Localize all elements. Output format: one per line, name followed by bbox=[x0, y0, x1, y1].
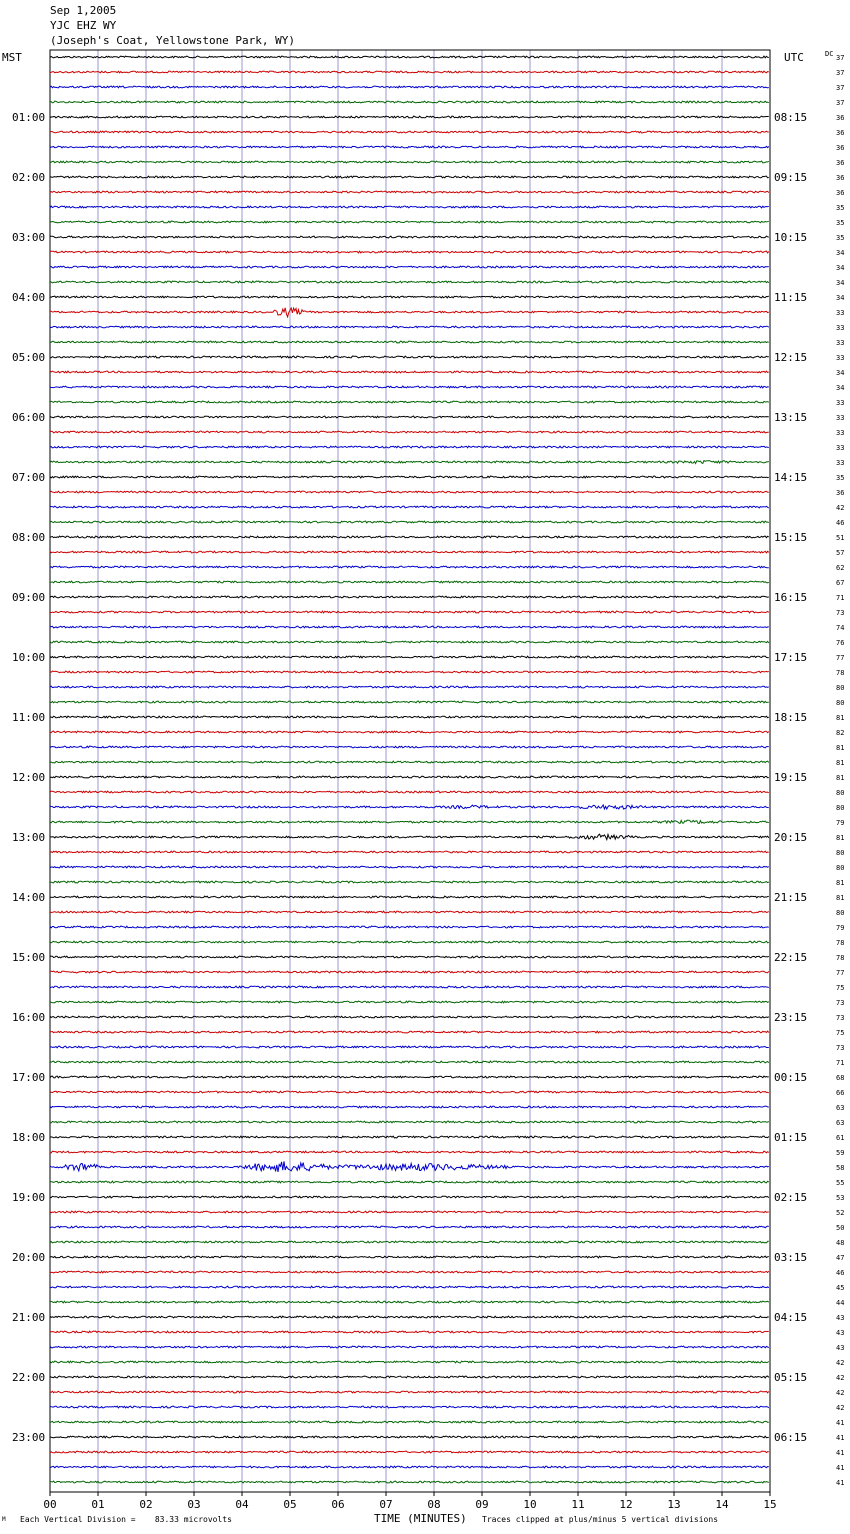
trace-row bbox=[50, 1421, 769, 1423]
trace-row bbox=[50, 416, 769, 418]
right-time-label: 10:15 bbox=[774, 231, 808, 244]
x-tick-label: 10 bbox=[523, 1498, 537, 1511]
dc-offset-label: 75 bbox=[836, 1029, 845, 1037]
x-tick-label: 09 bbox=[475, 1498, 489, 1511]
dc-offset-label: 36 bbox=[836, 114, 845, 122]
trace-row bbox=[50, 131, 769, 133]
trace-row bbox=[50, 896, 769, 898]
trace-row bbox=[50, 1346, 769, 1348]
dc-offset-label: 78 bbox=[836, 669, 845, 677]
trace-row bbox=[50, 326, 769, 328]
right-time-label: 12:15 bbox=[774, 351, 808, 364]
trace-row bbox=[50, 656, 769, 658]
left-time-label: 07:00 bbox=[12, 471, 46, 484]
dc-offset-label: 33 bbox=[836, 324, 845, 332]
dc-offset-label: 55 bbox=[836, 1179, 845, 1187]
dc-offset-label: 42 bbox=[836, 1374, 845, 1382]
dc-offset-label: 37 bbox=[836, 99, 845, 107]
dc-offset-label: 41 bbox=[836, 1419, 845, 1427]
dc-offset-label: 34 bbox=[836, 384, 845, 392]
left-time-label: 19:00 bbox=[12, 1191, 46, 1204]
dc-offset-label: 58 bbox=[836, 1164, 845, 1172]
trace-row bbox=[50, 161, 769, 163]
dc-offset-label: 36 bbox=[836, 144, 845, 152]
x-tick-label: 11 bbox=[571, 1498, 585, 1511]
x-tick-label: 00 bbox=[43, 1498, 57, 1511]
trace-row bbox=[50, 371, 769, 373]
dc-offset-label: 63 bbox=[836, 1104, 845, 1112]
trace-row bbox=[50, 851, 769, 853]
dc-label: DC bbox=[825, 50, 834, 58]
trace-row bbox=[50, 1481, 769, 1483]
trace-row bbox=[50, 820, 769, 823]
trace-row bbox=[50, 491, 769, 493]
trace-row bbox=[50, 1466, 769, 1468]
dc-offset-label: 53 bbox=[836, 1194, 845, 1202]
dc-offset-label: 37 bbox=[836, 69, 845, 77]
trace-row bbox=[50, 1046, 769, 1048]
dc-offset-label: 43 bbox=[836, 1329, 845, 1337]
dc-offset-label: 75 bbox=[836, 984, 845, 992]
right-time-label: 11:15 bbox=[774, 291, 808, 304]
dc-offset-label: 73 bbox=[836, 1044, 845, 1052]
trace-row bbox=[50, 805, 769, 809]
trace-row bbox=[50, 626, 769, 628]
header-station: YJC EHZ WY bbox=[50, 19, 117, 32]
trace-row bbox=[50, 881, 769, 883]
x-tick-label: 12 bbox=[619, 1498, 633, 1511]
dc-offset-label: 35 bbox=[836, 474, 845, 482]
trace-row bbox=[50, 1091, 769, 1093]
left-time-label: 18:00 bbox=[12, 1131, 46, 1144]
dc-offset-label: 80 bbox=[836, 789, 845, 797]
x-axis-label: TIME (MINUTES) bbox=[374, 1512, 467, 1525]
dc-offset-label: 33 bbox=[836, 459, 845, 467]
trace-row bbox=[50, 56, 769, 58]
trace-row bbox=[50, 1331, 769, 1333]
trace-row bbox=[50, 671, 769, 673]
trace-row bbox=[50, 1106, 769, 1108]
dc-offset-label: 81 bbox=[836, 879, 845, 887]
trace-row bbox=[50, 1241, 769, 1243]
trace-row bbox=[50, 1016, 769, 1018]
left-time-label: 15:00 bbox=[12, 951, 46, 964]
dc-offset-label: 59 bbox=[836, 1149, 845, 1157]
dc-offset-label: 80 bbox=[836, 864, 845, 872]
left-time-label: 22:00 bbox=[12, 1371, 46, 1384]
trace-row bbox=[50, 176, 769, 178]
trace-row bbox=[50, 281, 769, 283]
trace-row bbox=[50, 941, 769, 943]
right-time-label: 08:15 bbox=[774, 111, 808, 124]
dc-offset-label: 79 bbox=[836, 819, 845, 827]
dc-offset-label: 34 bbox=[836, 249, 845, 257]
left-time-label: 10:00 bbox=[12, 651, 46, 664]
left-time-label: 23:00 bbox=[12, 1431, 46, 1444]
x-tick-label: 08 bbox=[427, 1498, 441, 1511]
trace-row bbox=[50, 506, 769, 508]
dc-offset-label: 67 bbox=[836, 579, 845, 587]
left-time-label: 02:00 bbox=[12, 171, 46, 184]
dc-offset-label: 68 bbox=[836, 1074, 845, 1082]
trace-row bbox=[50, 146, 769, 148]
x-tick-label: 04 bbox=[235, 1498, 249, 1511]
x-tick-label: 06 bbox=[331, 1498, 345, 1511]
trace-row bbox=[50, 596, 769, 598]
dc-offset-label: 36 bbox=[836, 489, 845, 497]
dc-offset-label: 36 bbox=[836, 129, 845, 137]
dc-offset-label: 80 bbox=[836, 684, 845, 692]
trace-row bbox=[50, 1196, 769, 1198]
trace-row bbox=[50, 1271, 769, 1273]
trace-row bbox=[50, 746, 769, 748]
trace-row bbox=[50, 386, 769, 388]
right-time-label: 09:15 bbox=[774, 171, 808, 184]
trace-row bbox=[50, 1181, 769, 1183]
right-time-label: 20:15 bbox=[774, 831, 808, 844]
dc-offset-label: 80 bbox=[836, 909, 845, 917]
left-time-label: 11:00 bbox=[12, 711, 46, 724]
right-time-label: 21:15 bbox=[774, 891, 808, 904]
trace-row bbox=[50, 716, 769, 718]
x-tick-label: 02 bbox=[139, 1498, 153, 1511]
dc-offset-label: 34 bbox=[836, 264, 845, 272]
dc-offset-label: 36 bbox=[836, 189, 845, 197]
left-time-label: 04:00 bbox=[12, 291, 46, 304]
trace-row bbox=[50, 266, 769, 268]
trace-row bbox=[50, 1451, 769, 1453]
dc-offset-label: 34 bbox=[836, 294, 845, 302]
trace-row bbox=[50, 1361, 769, 1363]
trace-row bbox=[50, 236, 769, 238]
trace-row bbox=[50, 101, 769, 103]
trace-row bbox=[50, 956, 769, 958]
dc-offset-label: 33 bbox=[836, 354, 845, 362]
x-tick-label: 01 bbox=[91, 1498, 105, 1511]
trace-row bbox=[50, 1301, 769, 1303]
trace-row bbox=[50, 86, 769, 88]
trace-row bbox=[50, 731, 769, 733]
dc-offset-label: 71 bbox=[836, 1059, 845, 1067]
dc-offset-label: 81 bbox=[836, 894, 845, 902]
trace-row bbox=[50, 461, 769, 464]
trace-row bbox=[50, 791, 769, 793]
trace-row bbox=[50, 296, 769, 298]
trace-row bbox=[50, 834, 769, 839]
dc-offset-label: 43 bbox=[836, 1314, 845, 1322]
trace-row bbox=[50, 1391, 769, 1393]
scale-note: Each Vertical Division = 83.33 microvolts bbox=[20, 1515, 232, 1524]
dc-offset-label: 81 bbox=[836, 714, 845, 722]
x-tick-label: 13 bbox=[667, 1498, 681, 1511]
trace-row bbox=[50, 251, 769, 253]
dc-offset-label: 33 bbox=[836, 414, 845, 422]
x-tick-label: 07 bbox=[379, 1498, 393, 1511]
trace-row bbox=[50, 476, 769, 478]
trace-row bbox=[50, 566, 769, 568]
trace-row bbox=[50, 1076, 769, 1078]
left-time-label: 12:00 bbox=[12, 771, 46, 784]
left-time-label: 20:00 bbox=[12, 1251, 46, 1264]
dc-offset-label: 37 bbox=[836, 54, 845, 62]
trace-row bbox=[50, 521, 769, 523]
x-tick-label: 05 bbox=[283, 1498, 297, 1511]
right-time-label: 23:15 bbox=[774, 1011, 808, 1024]
left-time-label: 01:00 bbox=[12, 111, 46, 124]
dc-offset-label: 34 bbox=[836, 369, 845, 377]
trace-row bbox=[50, 1286, 769, 1288]
right-time-label: 04:15 bbox=[774, 1311, 808, 1324]
dc-offset-label: 41 bbox=[836, 1434, 845, 1442]
dc-offset-label: 41 bbox=[836, 1479, 845, 1487]
left-time-label: 21:00 bbox=[12, 1311, 46, 1324]
dc-offset-label: 33 bbox=[836, 429, 845, 437]
trace-row bbox=[50, 761, 769, 763]
dc-offset-label: 47 bbox=[836, 1254, 845, 1262]
dc-offset-label: 71 bbox=[836, 594, 845, 602]
dc-offset-label: 78 bbox=[836, 954, 845, 962]
right-time-label: 00:15 bbox=[774, 1071, 808, 1084]
trace-group bbox=[50, 56, 769, 1483]
trace-row bbox=[50, 1406, 769, 1408]
dc-offset-label: 77 bbox=[836, 969, 845, 977]
trace-row bbox=[50, 986, 769, 988]
dc-offset-label: 80 bbox=[836, 699, 845, 707]
trace-row bbox=[50, 611, 769, 613]
dc-offset-label: 44 bbox=[836, 1299, 845, 1307]
trace-row bbox=[50, 1121, 769, 1123]
left-tz-label: MST bbox=[2, 51, 22, 64]
dc-offset-label: 33 bbox=[836, 444, 845, 452]
dc-offset-label: 82 bbox=[836, 729, 845, 737]
left-time-label: 09:00 bbox=[12, 591, 46, 604]
right-time-label: 15:15 bbox=[774, 531, 808, 544]
right-time-label: 13:15 bbox=[774, 411, 808, 424]
trace-row bbox=[50, 1136, 769, 1138]
trace-row bbox=[50, 1161, 769, 1172]
left-time-label: 17:00 bbox=[12, 1071, 46, 1084]
dc-offset-label: 77 bbox=[836, 654, 845, 662]
dc-offset-label: 50 bbox=[836, 1224, 845, 1232]
left-time-label: 14:00 bbox=[12, 891, 46, 904]
left-time-label: 05:00 bbox=[12, 351, 46, 364]
trace-row bbox=[50, 341, 769, 343]
trace-row bbox=[50, 1031, 769, 1033]
left-time-label: 13:00 bbox=[12, 831, 46, 844]
trace-row bbox=[50, 221, 769, 223]
trace-row bbox=[50, 446, 769, 448]
right-time-label: 14:15 bbox=[774, 471, 808, 484]
trace-row bbox=[50, 641, 769, 643]
dc-offset-label: 81 bbox=[836, 759, 845, 767]
dc-offset-label: 80 bbox=[836, 804, 845, 812]
dc-offset-label: 35 bbox=[836, 219, 845, 227]
dc-offset-label: 76 bbox=[836, 639, 845, 647]
dc-offset-label: 80 bbox=[836, 849, 845, 857]
right-time-label: 16:15 bbox=[774, 591, 808, 604]
dc-offset-label: 52 bbox=[836, 1209, 845, 1217]
clip-note: Traces clipped at plus/minus 5 vertical divisions bbox=[482, 1515, 719, 1524]
trace-row bbox=[50, 1001, 769, 1003]
trace-row bbox=[50, 1316, 769, 1318]
dc-offset-label: 74 bbox=[836, 624, 845, 632]
dc-offset-label: 79 bbox=[836, 924, 845, 932]
trace-row bbox=[50, 1061, 769, 1063]
dc-offset-label: 46 bbox=[836, 519, 845, 527]
trace-row bbox=[50, 1256, 769, 1258]
dc-offset-label: 42 bbox=[836, 1404, 845, 1412]
right-time-label: 17:15 bbox=[774, 651, 808, 664]
dc-offset-label: 81 bbox=[836, 834, 845, 842]
dc-offset-label: 73 bbox=[836, 609, 845, 617]
x-tick-label: 03 bbox=[187, 1498, 201, 1511]
trace-row bbox=[50, 1376, 769, 1378]
trace-row bbox=[50, 701, 769, 703]
trace-row bbox=[50, 971, 769, 973]
trace-row bbox=[50, 581, 769, 583]
trace-row bbox=[50, 1436, 769, 1438]
trace-row bbox=[50, 1151, 769, 1153]
dc-offset-label: 51 bbox=[836, 534, 845, 542]
dc-offset-label: 73 bbox=[836, 1014, 845, 1022]
dc-offset-label: 43 bbox=[836, 1344, 845, 1352]
right-time-label: 01:15 bbox=[774, 1131, 808, 1144]
trace-row bbox=[50, 926, 769, 928]
dc-offset-label: 33 bbox=[836, 309, 845, 317]
dc-offset-label: 33 bbox=[836, 399, 845, 407]
dc-offset-label: 35 bbox=[836, 204, 845, 212]
dc-offset-label: 81 bbox=[836, 744, 845, 752]
dc-offset-label: 63 bbox=[836, 1119, 845, 1127]
dc-offset-label: 57 bbox=[836, 549, 845, 557]
dc-offset-label: 42 bbox=[836, 504, 845, 512]
trace-row bbox=[50, 71, 769, 73]
dc-offset-label: 46 bbox=[836, 1269, 845, 1277]
right-tz-label: UTC bbox=[784, 51, 804, 64]
dc-offset-label: 35 bbox=[836, 234, 845, 242]
corner-mark: M bbox=[2, 1516, 6, 1523]
x-tick-label: 14 bbox=[715, 1498, 729, 1511]
trace-row bbox=[50, 536, 769, 538]
right-time-label: 02:15 bbox=[774, 1191, 808, 1204]
left-time-label: 03:00 bbox=[12, 231, 46, 244]
dc-offset-label: 78 bbox=[836, 939, 845, 947]
trace-row bbox=[50, 1226, 769, 1228]
dc-offset-label: 62 bbox=[836, 564, 845, 572]
dc-offset-label: 42 bbox=[836, 1359, 845, 1367]
trace-row bbox=[50, 308, 769, 317]
dc-offset-label: 37 bbox=[836, 84, 845, 92]
header-date: Sep 1,2005 bbox=[50, 4, 117, 17]
right-time-label: 18:15 bbox=[774, 711, 808, 724]
dc-offset-label: 34 bbox=[836, 279, 845, 287]
right-time-label: 05:15 bbox=[774, 1371, 808, 1384]
dc-offset-label: 81 bbox=[836, 774, 845, 782]
dc-offset-label: 73 bbox=[836, 999, 845, 1007]
left-time-label: 06:00 bbox=[12, 411, 46, 424]
header-location: (Joseph's Coat, Yellowstone Park, WY) bbox=[50, 34, 296, 47]
trace-row bbox=[50, 551, 769, 553]
dc-offset-label: 41 bbox=[836, 1464, 845, 1472]
tick-group bbox=[12, 54, 844, 1511]
trace-row bbox=[50, 686, 769, 688]
dc-offset-label: 45 bbox=[836, 1284, 845, 1292]
trace-row bbox=[50, 206, 769, 208]
dc-offset-label: 36 bbox=[836, 174, 845, 182]
x-tick-label: 15 bbox=[763, 1498, 777, 1511]
right-time-label: 03:15 bbox=[774, 1251, 808, 1264]
right-time-label: 22:15 bbox=[774, 951, 808, 964]
trace-row bbox=[50, 356, 769, 358]
trace-row bbox=[50, 911, 769, 913]
left-time-label: 16:00 bbox=[12, 1011, 46, 1024]
left-time-label: 08:00 bbox=[12, 531, 46, 544]
trace-row bbox=[50, 776, 769, 778]
dc-offset-label: 42 bbox=[836, 1389, 845, 1397]
dc-offset-label: 61 bbox=[836, 1134, 845, 1142]
trace-row bbox=[50, 191, 769, 193]
dc-offset-label: 33 bbox=[836, 339, 845, 347]
dc-offset-label: 66 bbox=[836, 1089, 845, 1097]
dc-offset-label: 48 bbox=[836, 1239, 845, 1247]
dc-offset-label: 36 bbox=[836, 159, 845, 167]
right-time-label: 19:15 bbox=[774, 771, 808, 784]
trace-row bbox=[50, 401, 769, 403]
trace-row bbox=[50, 1211, 769, 1213]
trace-row bbox=[50, 431, 769, 433]
dc-offset-label: 41 bbox=[836, 1449, 845, 1457]
right-time-label: 06:15 bbox=[774, 1431, 808, 1444]
trace-row bbox=[50, 866, 769, 868]
trace-row bbox=[50, 116, 769, 118]
